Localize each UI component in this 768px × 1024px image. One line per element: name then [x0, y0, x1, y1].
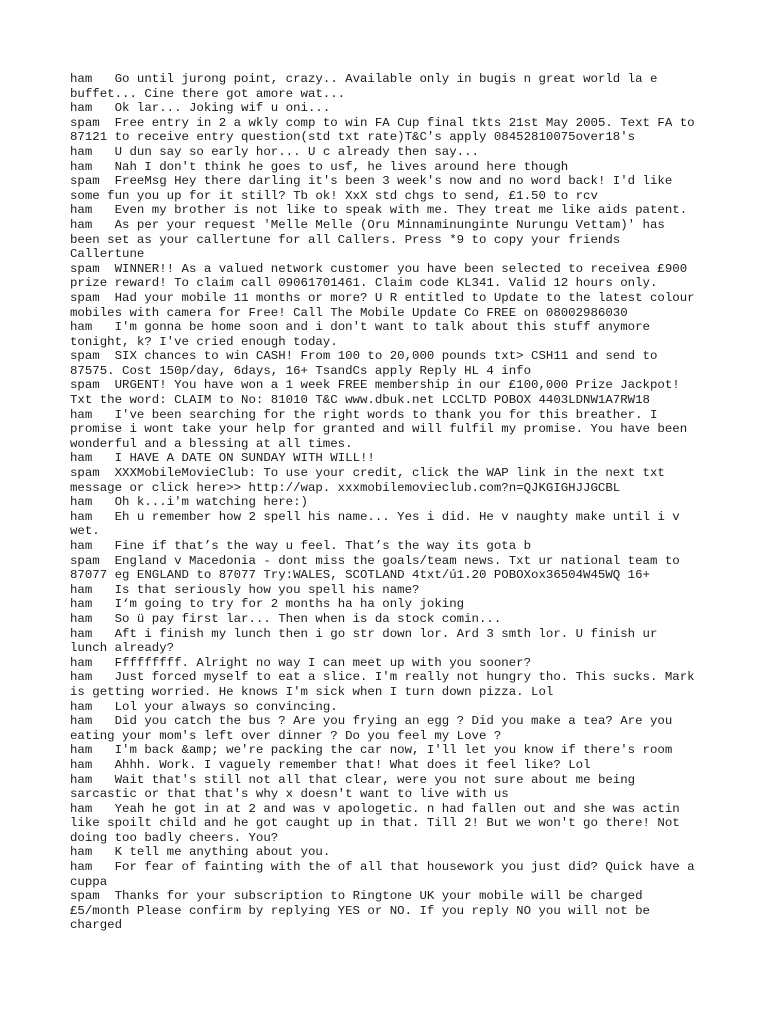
- message-text: Oh k...i'm watching here:): [114, 495, 308, 510]
- message-label: ham: [70, 611, 93, 626]
- message-entry: [70, 290, 703, 320]
- message-label: ham: [70, 159, 93, 174]
- message-label: ham: [70, 743, 93, 758]
- message-text: As per your request 'Melle Melle (Oru Minnaminunginte Nurungu Vettam)' has been set as your callertune for all Callers. Press *9 to copy your friends Callertune: [70, 217, 673, 262]
- message-label: spam: [70, 174, 100, 189]
- message-text: I'm gonna be home soon and i don't want to talk about this stuff anymore tonight, k? I've cried enough today.: [70, 320, 658, 349]
- message-label: ham: [70, 407, 93, 422]
- message-text: I HAVE A DATE ON SUNDAY WITH WILL!!: [114, 451, 375, 466]
- message-text: Ahhh. Work. I vaguely remember that! What does it feel like? Lol: [114, 757, 591, 772]
- message-label: spam: [70, 349, 100, 364]
- message-label: ham: [70, 320, 93, 335]
- message-entry: [70, 845, 700, 860]
- message-text: Had your mobile 11 months or more? U R entitled to Update to the latest colour mobiles with camera for Free! Call The Mobile Update Co FREE on 08002986030: [70, 290, 703, 320]
- message-label: ham: [70, 670, 93, 685]
- message-label: ham: [70, 860, 93, 875]
- message-entry: [70, 554, 700, 583]
- message-text: For fear of fainting with the of all that housework you just did? Quick have a cuppa: [70, 860, 703, 889]
- message-text: FreeMsg Hey there darling it's been 3 week's now and no word back! I'd like some fun you up for it still? Tb ok! XxX std chgs to send, £1.50 to rcv: [70, 174, 680, 203]
- message-text: I've been searching for the right words to thank you for this breather. I promise i wont take your help for granted and will fulfil my promise. You have been wonderful and a blessing at all times.: [70, 407, 695, 451]
- message-label: ham: [70, 72, 93, 86]
- message-label: ham: [70, 597, 93, 612]
- message-text: K tell me anything about you.: [114, 845, 331, 860]
- message-entry: [70, 656, 700, 671]
- message-entry: [70, 860, 703, 889]
- message-entry: [70, 72, 700, 101]
- message-label: spam: [70, 553, 100, 568]
- message-text: Did you catch the bus ? Are you frying an egg ? Did you make a tea? Are you eating your mom's left over dinner ? Do you feel my Love ?: [70, 714, 680, 743]
- message-label: ham: [70, 509, 93, 524]
- message-entry: [70, 203, 700, 218]
- message-text: Is that seriously how you spell his name?: [114, 582, 420, 597]
- message-entry: [70, 773, 700, 802]
- message-entry: [70, 378, 700, 407]
- message-label: ham: [70, 845, 93, 860]
- message-entry: [70, 889, 700, 933]
- message-text: I‘m going to try for 2 months ha ha only joking: [114, 597, 465, 612]
- message-entry: [70, 320, 700, 349]
- message-entry: [70, 539, 700, 554]
- message-text: Fine if that’s the way u feel. That’s the way its gota b: [114, 539, 532, 553]
- message-label: ham: [70, 655, 93, 670]
- message-label: spam: [70, 115, 100, 130]
- message-text: WINNER!! As a valued network customer you have been selected to receivea £900 prize reward! To claim call 09061701461. Claim code KL341. Valid 12 hours only.: [70, 261, 695, 291]
- message-text: So ü pay first lar... Then when is da stock comin...: [114, 611, 502, 626]
- message-entry: [70, 802, 700, 846]
- message-entry: [70, 408, 700, 452]
- message-text: Eh u remember how 2 spell his name... Yes i did. He v naughty make until i v wet.: [70, 509, 688, 539]
- message-entry: [70, 262, 700, 291]
- message-label: ham: [70, 217, 93, 232]
- message-entry: [70, 174, 700, 203]
- message-text: Free entry in 2 a wkly comp to win FA Cup final tkts 21st May 2005. Text FA to 87121 to receive entry question(std txt rate)T&C's apply 08452810075over18's: [70, 115, 703, 145]
- message-entry: [70, 218, 700, 262]
- message-entry: [70, 451, 700, 466]
- message-label: spam: [70, 290, 100, 305]
- message-text: Go until jurong point, crazy.. Available only in bugis n great world la e buffet... Cine there got amore wat...: [70, 72, 665, 101]
- message-label: spam: [70, 889, 100, 904]
- message-label: ham: [70, 757, 93, 772]
- document-body: [70, 72, 703, 933]
- message-text: Wait that's still not all that clear, were you not sure about me being sarcastic or that that's why x doesn't want to live with us: [70, 772, 643, 802]
- message-label: spam: [70, 378, 100, 393]
- message-text: Fffffffff. Alright no way I can meet up with you sooner?: [114, 655, 532, 670]
- message-text: Yeah he got in at 2 and was v apologetic. n had fallen out and she was actin like spoilt child and he got caught up in that. Till 2! But we won't go there! Not doing too badly cheers. You?: [70, 801, 688, 845]
- message-entry: [70, 700, 700, 715]
- message-label: ham: [70, 144, 93, 159]
- message-entry: [70, 160, 700, 175]
- message-label: ham: [70, 539, 93, 553]
- message-entry: [70, 758, 700, 773]
- message-entry: [70, 510, 700, 539]
- message-label: spam: [70, 466, 100, 481]
- message-entry: [70, 101, 700, 116]
- message-entry: [70, 670, 703, 699]
- message-label: ham: [70, 626, 93, 641]
- message-label: ham: [70, 451, 93, 466]
- message-entry: [70, 145, 700, 160]
- message-entry: [70, 466, 700, 495]
- message-label: ham: [70, 699, 93, 714]
- message-label: spam: [70, 261, 100, 276]
- message-text: URGENT! You have won a 1 week FREE membership in our £100,000 Prize Jackpot! Txt the word: CLAIM to No: 81010 T&C www.dbuk.net LCCLTD POBOX 4403LDNW1A7RW18: [70, 378, 688, 408]
- message-text: XXXMobileMovieClub: To use your credit, click the WAP link in the next txt message or click here>> http://wap. xxxmobilemovieclub.com?n=QJKGIGHJJGCBL: [70, 466, 673, 495]
- message-label: ham: [70, 582, 93, 597]
- message-entry: [70, 349, 700, 378]
- message-entry: [70, 597, 700, 612]
- message-entry: [70, 612, 700, 627]
- message-text: SIX chances to win CASH! From 100 to 20,000 pounds txt> CSH11 and send to 87575. Cost 150p/day, 6days, 16+ TsandCs apply Reply HL 4 info: [70, 349, 665, 378]
- message-text: I'm back &amp; we're packing the car now, I'll let you know if there's room: [114, 743, 673, 758]
- message-text: England v Macedonia - dont miss the goals/team news. Txt ur national team to 87077 eg ENGLAND to 87077 Try:WALES, SCOTLAND 4txt/ú1.20 POBOXox36504W45WQ 16+: [70, 553, 688, 583]
- message-label: ham: [70, 101, 93, 116]
- message-label: ham: [70, 714, 93, 729]
- message-text: Just forced myself to eat a slice. I'm really not hungry tho. This sucks. Mark is getting worried. He knows I'm sick when I turn down pizza. Lol: [70, 670, 703, 699]
- message-entry: [70, 115, 703, 145]
- message-text: Aft i finish my lunch then i go str down lor. Ard 3 smth lor. U finish ur lunch already?: [70, 626, 665, 656]
- message-text: Ok lar... Joking wif u oni...: [114, 101, 331, 116]
- message-label: ham: [70, 801, 93, 816]
- message-entry: [70, 714, 700, 743]
- message-text: Even my brother is not like to speak with me. They treat me like aids patent.: [114, 203, 688, 218]
- message-label: ham: [70, 203, 93, 218]
- message-label: ham: [70, 495, 93, 510]
- message-entry: [70, 627, 700, 656]
- message-text: Lol your always so convincing.: [114, 699, 338, 714]
- message-text: Nah I don't think he goes to usf, he lives around here though: [114, 159, 569, 174]
- message-text: U dun say so early hor... U c already then say...: [114, 144, 479, 159]
- message-entry: [70, 583, 700, 598]
- message-label: ham: [70, 772, 93, 787]
- message-entry: [70, 495, 700, 510]
- message-text: Thanks for your subscription to Ringtone UK your mobile will be charged £5/month Please confirm by replying YES or NO. If you reply NO you will not be charged: [70, 889, 658, 933]
- message-entry: [70, 743, 700, 758]
